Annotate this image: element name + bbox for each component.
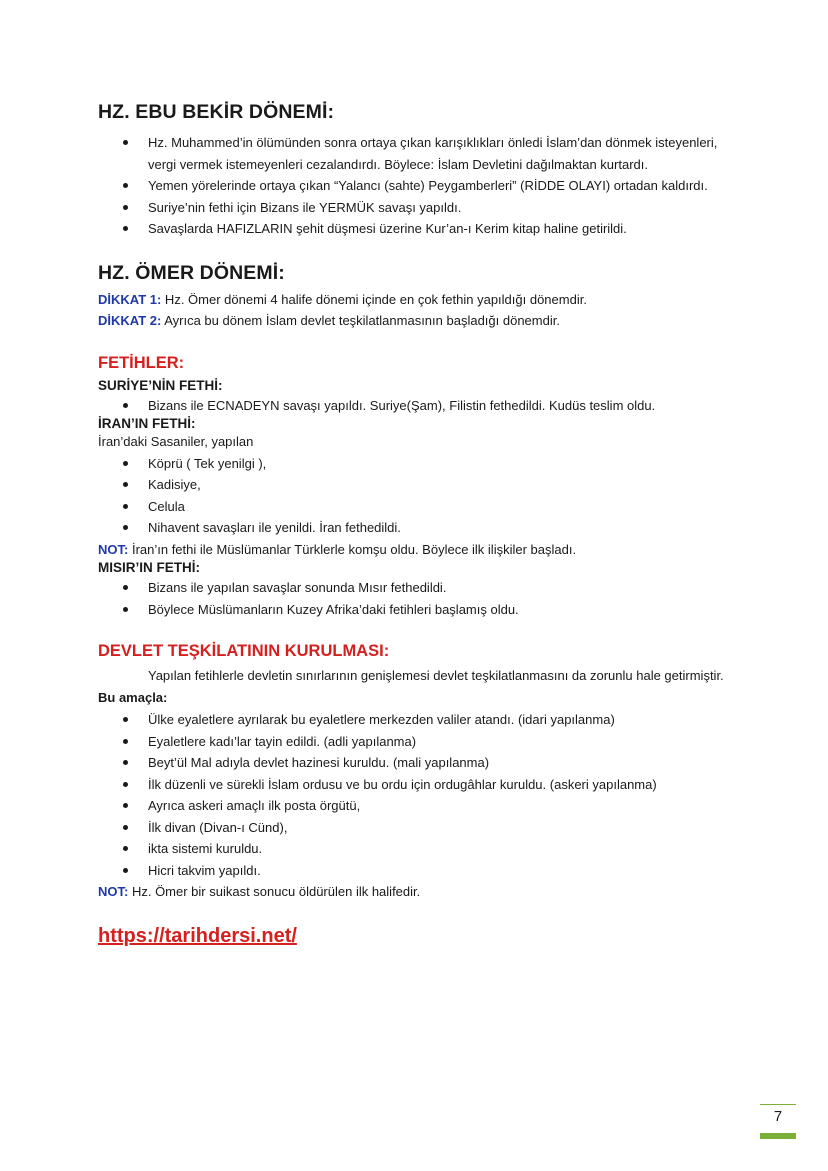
dikkat-1-text: Hz. Ömer dönemi 4 halife dönemi içinde en çok fethin yapıldığı dönemdir. bbox=[161, 291, 587, 307]
list-item: İlk divan (Divan-ı Cünd), bbox=[148, 817, 738, 839]
suriye-heading: SURİYE’NİN FETHİ: bbox=[98, 377, 223, 393]
bu-amacla-label: Bu amaçla: bbox=[98, 689, 168, 705]
devlet-heading: DEVLET TEŞKİLATININ KURULMASI: bbox=[98, 642, 390, 660]
website-link[interactable]: https://tarihdersi.net/ bbox=[98, 924, 297, 947]
list-item: Eyaletlere kadı’lar tayin edildi. (adli yapılanma) bbox=[148, 731, 738, 753]
list-item: Beyt’ül Mal adıyla devlet hazinesi kuruldu. (mali yapılanma) bbox=[148, 752, 738, 774]
list-item: Böylece Müslümanların Kuzey Afrika’daki fetihleri başlamış oldu. bbox=[148, 599, 738, 621]
misir-heading: MISIR’IN FETHİ: bbox=[98, 560, 200, 575]
devlet-paragraph: Yapılan fetihlerle devletin sınırlarının genişlemesi devlet teşkilatlanmasını da zorunlu hale getirmiştir. bbox=[148, 668, 724, 683]
list-item: Nihavent savaşları ile yenildi. İran fethedildi. bbox=[148, 517, 738, 539]
list-item: Bizans ile ECNADEYN savaşı yapıldı. Suriye(Şam), Filistin fethedildi. Kudüs teslim oldu. bbox=[148, 395, 738, 417]
iran-list bbox=[98, 453, 738, 539]
list-item: Hicri takvim yapıldı. bbox=[148, 860, 738, 882]
list-item: Yemen yörelerinde ortaya çıkan “Yalancı (sahte) Peygamberleri” (RİDDE OLAYI) ortadan kaldırdı. bbox=[148, 175, 738, 197]
list-item: Köprü ( Tek yenilgi ), bbox=[148, 453, 738, 475]
suriye-list bbox=[98, 395, 738, 417]
devlet-note-text: Hz. Ömer bir suikast sonucu öldürülen ilk halifedir. bbox=[128, 884, 421, 899]
devlet-note-label: NOT: bbox=[98, 884, 129, 899]
ebu-bekir-heading: HZ. EBU BEKİR DÖNEMİ: bbox=[98, 101, 335, 123]
list-item: Celula bbox=[148, 496, 738, 518]
list-item: İlk düzenli ve sürekli İslam ordusu ve bu ordu için ordugâhlar kuruldu. (askeri yapılanma) bbox=[148, 774, 738, 796]
omer-heading: HZ. ÖMER DÖNEMİ: bbox=[98, 261, 285, 284]
page-number: 7 bbox=[773, 1108, 783, 1125]
dikkat-2-label: DİKKAT 2: bbox=[98, 313, 162, 328]
ebu-bekir-list bbox=[98, 132, 738, 240]
fetihler-heading: FETİHLER: bbox=[98, 353, 185, 372]
dikkat-2 bbox=[98, 310, 738, 332]
page-content bbox=[98, 101, 738, 948]
dikkat-2-text: Ayrıca bu dönem İslam devlet teşkilatlanmasının başladığı dönemdir. bbox=[161, 313, 560, 328]
page-number-bar bbox=[760, 1133, 796, 1139]
iran-note bbox=[98, 539, 738, 561]
page-number-rule bbox=[760, 1104, 796, 1105]
list-item: Bizans ile yapılan savaşlar sonunda Mısır fethedildi. bbox=[148, 577, 738, 599]
iran-intro: İran’daki Sasaniler, yapılan bbox=[98, 434, 254, 449]
iran-heading: İRAN’IN FETHİ: bbox=[98, 416, 196, 431]
list-item: Kadisiye, bbox=[148, 474, 738, 496]
list-item: Hz. Muhammed’in ölümünden sonra ortaya çıkan karışıklıkları önledi İslam’dan dönmek isteyenleri, vergi vermek istemeyenleri cezalandırdı. Böylece: İslam Devletini dağılmaktan kurtardı. bbox=[148, 132, 738, 175]
list-item: Savaşlarda HAFIZLARIN şehit düşmesi üzerine Kur’an-ı Kerim kitap haline getirildi. bbox=[148, 218, 738, 240]
dikkat-1 bbox=[98, 289, 738, 311]
dikkat-1-label: DİKKAT 1: bbox=[98, 291, 162, 307]
iran-note-label: NOT: bbox=[98, 541, 129, 557]
list-item: ikta sistemi kuruldu. bbox=[148, 838, 738, 860]
link-container bbox=[98, 925, 738, 948]
list-item: Suriye’nin fethi için Bizans ile YERMÜK savaşı yapıldı. bbox=[148, 197, 738, 219]
iran-note-text: İran’ın fethi ile Müslümanlar Türklerle komşu oldu. Böylece ilk ilişkiler başladı. bbox=[128, 541, 577, 557]
list-item: Ayrıca askeri amaçlı ilk posta örgütü, bbox=[148, 795, 738, 817]
list-item: Ülke eyaletlere ayrılarak bu eyaletlere merkezden valiler atandı. (idari yapılanma) bbox=[148, 709, 738, 731]
devlet-list bbox=[98, 709, 738, 881]
devlet-note bbox=[98, 881, 738, 903]
misir-list bbox=[98, 577, 738, 620]
